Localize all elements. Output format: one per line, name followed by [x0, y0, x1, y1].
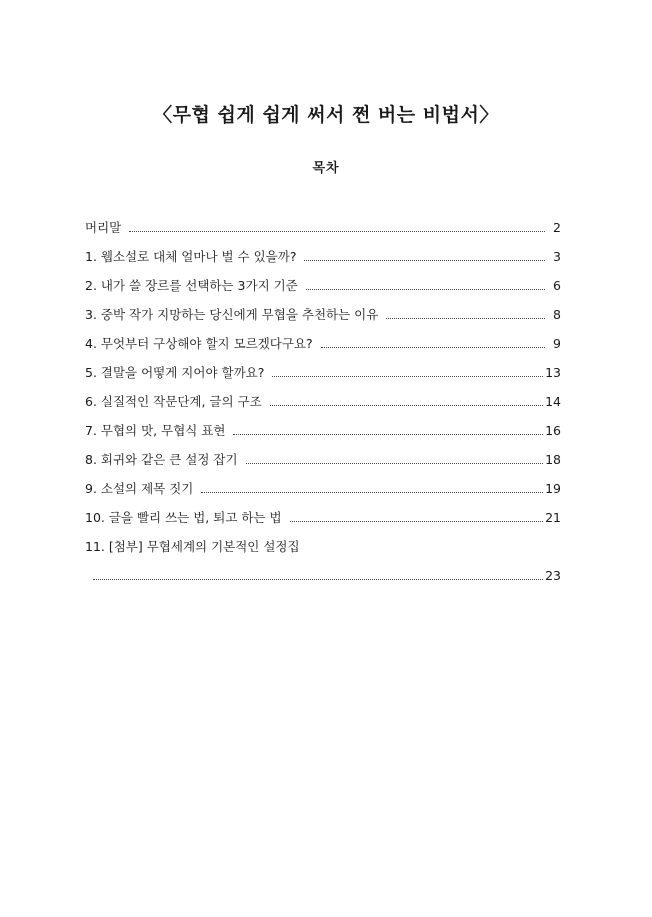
- toc-entry-9: [85, 474, 561, 503]
- dot-leader: [321, 347, 545, 348]
- toc-entry-4: [85, 329, 561, 358]
- toc-entry-title: 9. 소설의 제목 짓기: [85, 481, 194, 496]
- dot-leader: [304, 260, 545, 261]
- dot-leader: [201, 492, 543, 493]
- toc-entry-3: [85, 300, 561, 329]
- toc-entry-10: [85, 503, 561, 532]
- toc-heading: 목차: [312, 161, 340, 176]
- toc-entry-8: [85, 445, 561, 474]
- toc-entry-page: 6: [553, 278, 561, 293]
- toc-entry-page: 21: [545, 510, 561, 525]
- toc-entry-title: 5. 결말을 어떻게 지어야 할까요?: [85, 365, 265, 380]
- toc-entry-page: 16: [545, 423, 561, 438]
- toc-entry-page: 14: [545, 394, 561, 409]
- toc-entry-title: 10. 글을 빨리 쓰는 법, 퇴고 하는 법: [85, 510, 282, 525]
- toc-entry-page: 3: [553, 249, 561, 264]
- toc-entry-preface: [85, 213, 561, 242]
- toc-entry-page: 13: [545, 365, 561, 380]
- toc-entry-11: [85, 532, 561, 561]
- toc-entry-title: 8. 회귀와 같은 큰 설정 잡기: [85, 452, 238, 467]
- toc-entry-page: 19: [545, 481, 561, 496]
- toc-entry-5: [85, 358, 561, 387]
- dot-leader: [129, 231, 545, 232]
- toc-entry-11-leader-line: [85, 561, 561, 590]
- dot-leader: [306, 289, 545, 290]
- toc-entry-title: 1. 웹소설로 대체 얼마나 벌 수 있을까?: [85, 249, 297, 264]
- dot-leader: [290, 521, 544, 522]
- toc-entry-title: 11. [첨부] 무협세계의 기본적인 설정집: [85, 539, 300, 554]
- dot-leader: [386, 318, 545, 319]
- toc-entry-title: 2. 내가 쓸 장르를 선택하는 3가지 기준: [85, 278, 298, 293]
- dot-leader: [233, 434, 543, 435]
- toc-entry-page: 2: [553, 220, 561, 235]
- toc-entry-2: [85, 271, 561, 300]
- dot-leader: [272, 376, 543, 377]
- toc-entry-title: 6. 실질적인 작문단계, 글의 구조: [85, 394, 262, 409]
- toc-entry-title: 머리말: [85, 220, 122, 235]
- toc-entry-title: 7. 무협의 맛, 무협식 표현: [85, 423, 226, 438]
- table-of-contents: [85, 213, 561, 590]
- document-title: 〈무협 쉽게 쉽게 써서 쩐 버는 비법서〉: [153, 104, 499, 126]
- toc-entry-title: 4. 무엇부터 구상해야 할지 모르겠다구요?: [85, 336, 313, 351]
- dot-leader: [270, 405, 543, 406]
- toc-entry-page: 9: [553, 336, 561, 351]
- dot-leader: [246, 463, 544, 464]
- dot-leader: [93, 579, 543, 580]
- toc-entry-page: 8: [553, 307, 561, 322]
- toc-entry-7: [85, 416, 561, 445]
- toc-entry-page: 23: [545, 568, 561, 583]
- toc-entry-page: 18: [545, 452, 561, 467]
- toc-entry-title: 3. 중박 작가 지망하는 당신에게 무협을 추천하는 이유: [85, 307, 379, 322]
- toc-entry-1: [85, 242, 561, 271]
- toc-entry-6: [85, 387, 561, 416]
